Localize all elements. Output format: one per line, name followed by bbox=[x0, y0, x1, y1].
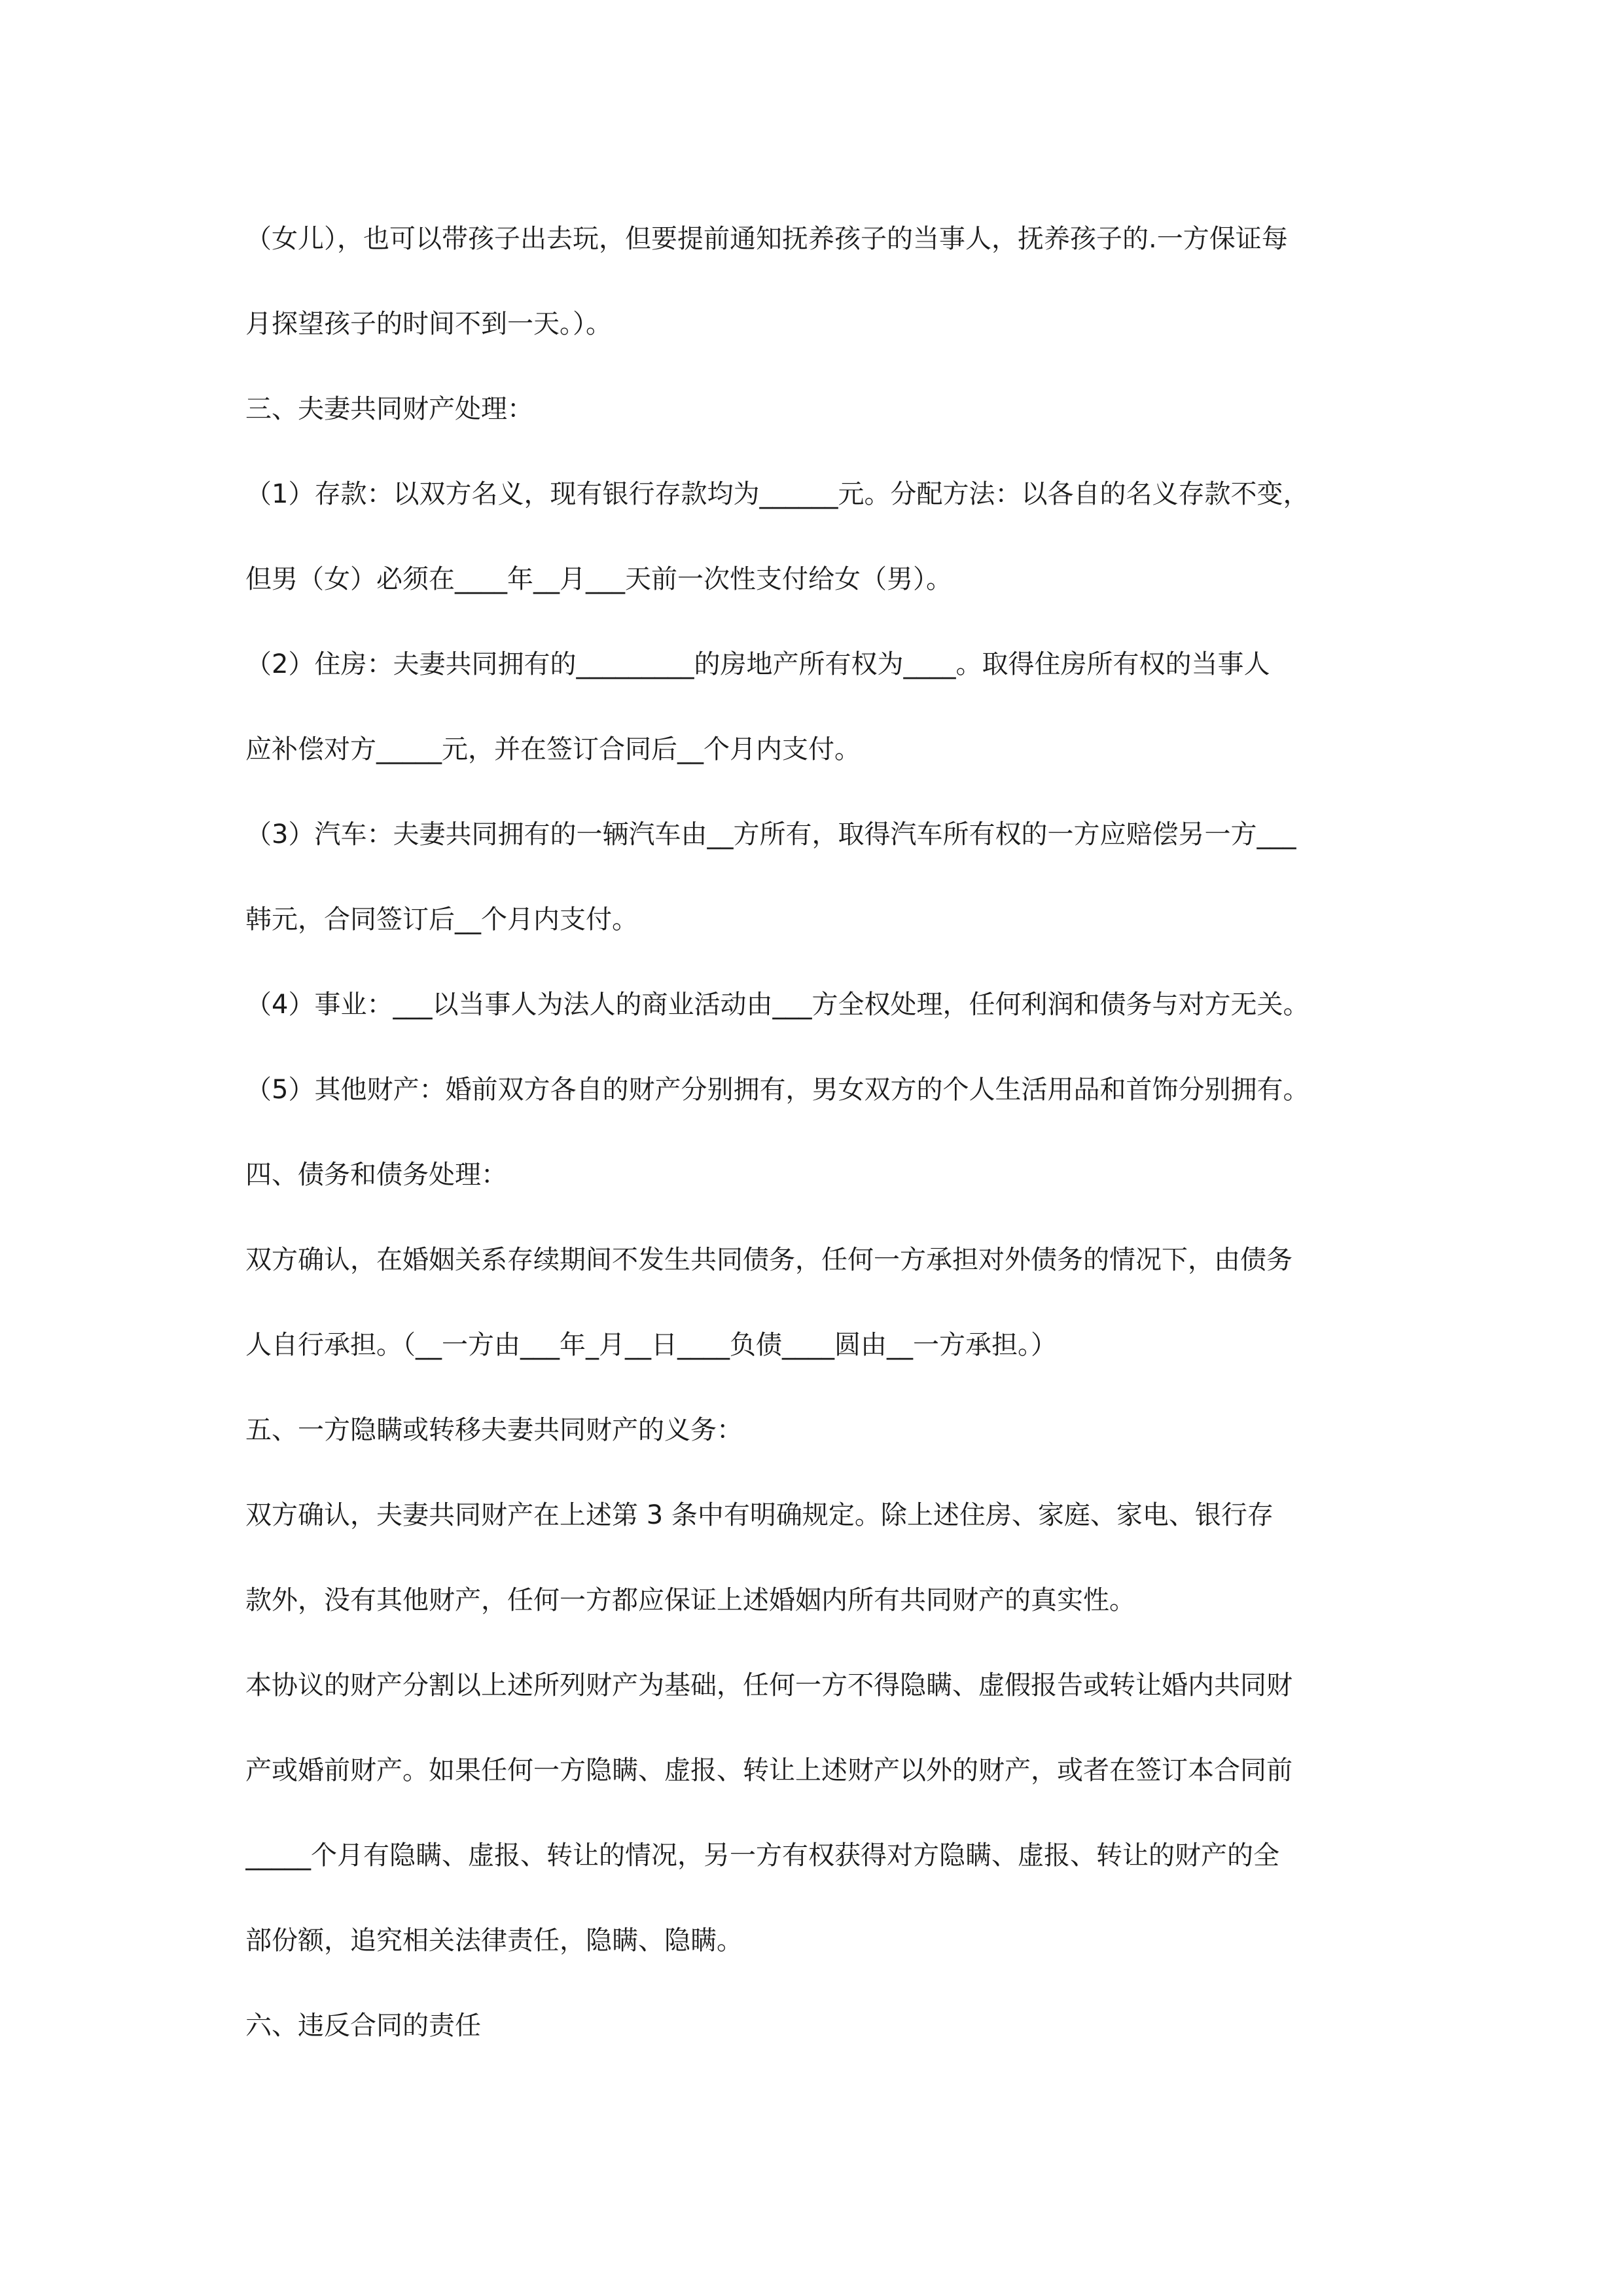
text-line-deposit: （1）存款：以双方名义，现有银行存款均为______元。分配方法：以各自的名义存款不变， bbox=[245, 479, 1310, 509]
section-heading-4: 四、债务和债务处理： bbox=[245, 1160, 507, 1190]
section-heading-6: 六、违反合同的责任 bbox=[245, 2011, 481, 2041]
text-line-19: 产或婚前财产。如果任何一方隐瞒、虚报、转让上述财产以外的财产，或者在签订本合同前 bbox=[245, 1755, 1293, 1785]
text-line-other-property: （5）其他财产：婚前双方各自的财产分别拥有，男女双方的个人生活用品和首饰分别拥有。 bbox=[245, 1075, 1310, 1105]
text-line-business: （4）事业：___以当事人为法人的商业活动由___方全权处理，任何利润和债务与对方无关。 bbox=[245, 990, 1310, 1020]
text-line-13: 双方确认，在婚姻关系存续期间不发生共同债务，任何一方承担对外债务的情况下，由债务 bbox=[245, 1245, 1293, 1275]
text-line-17: 款外，没有其他财产，任何一方都应保证上述婚姻内所有共同财产的真实性。 bbox=[245, 1585, 1135, 1615]
text-line-car: （3）汽车：夫妻共同拥有的一辆汽车由__方所有，取得汽车所有权的一方应赔偿另一方___ bbox=[245, 819, 1296, 850]
text-line-16: 双方确认，夫妻共同财产在上述第 3 条中有明确规定。除上述住房、家庭、家电、银行存 bbox=[245, 1500, 1274, 1530]
text-line-20: _____个月有隐瞒、虚报、转让的情况，另一方有权获得对方隐瞒、虚报、转让的财产的全 bbox=[245, 1840, 1279, 1871]
text-line-2: 月探望孩子的时间不到一天。）。 bbox=[245, 309, 612, 339]
text-line-9: 韩元，合同签订后__个月内支付。 bbox=[245, 905, 638, 935]
text-line-21: 部份额，追究相关法律责任，隐瞒、隐瞒。 bbox=[245, 1926, 743, 1956]
text-line-7: 应补偿对方_____元，并在签订合同后__个月内支付。 bbox=[245, 734, 861, 764]
section-heading-5: 五、一方隐瞒或转移夫妻共同财产的义务： bbox=[245, 1415, 743, 1445]
text-line-housing: （2）住房：夫妻共同拥有的_________的房地产所有权为____。取得住房所有权的当事人 bbox=[245, 649, 1270, 679]
text-line-14: 人自行承担。（__一方由___年_月__日____负债____圆由__一方承担。） bbox=[245, 1330, 1057, 1360]
text-line-5: 但男（女）必须在____年__月___天前一次性支付给女（男）。 bbox=[245, 564, 952, 594]
text-line-18: 本协议的财产分割以上述所列财产为基础，任何一方不得隐瞒、虚假报告或转让婚内共同财 bbox=[245, 1670, 1293, 1700]
section-heading-3: 三、夫妻共同财产处理： bbox=[245, 394, 533, 424]
text-line-1: （女儿），也可以带孩子出去玩，但要提前通知抚养孩子的当事人，抚养孩子的.一方保证每 bbox=[245, 224, 1288, 254]
